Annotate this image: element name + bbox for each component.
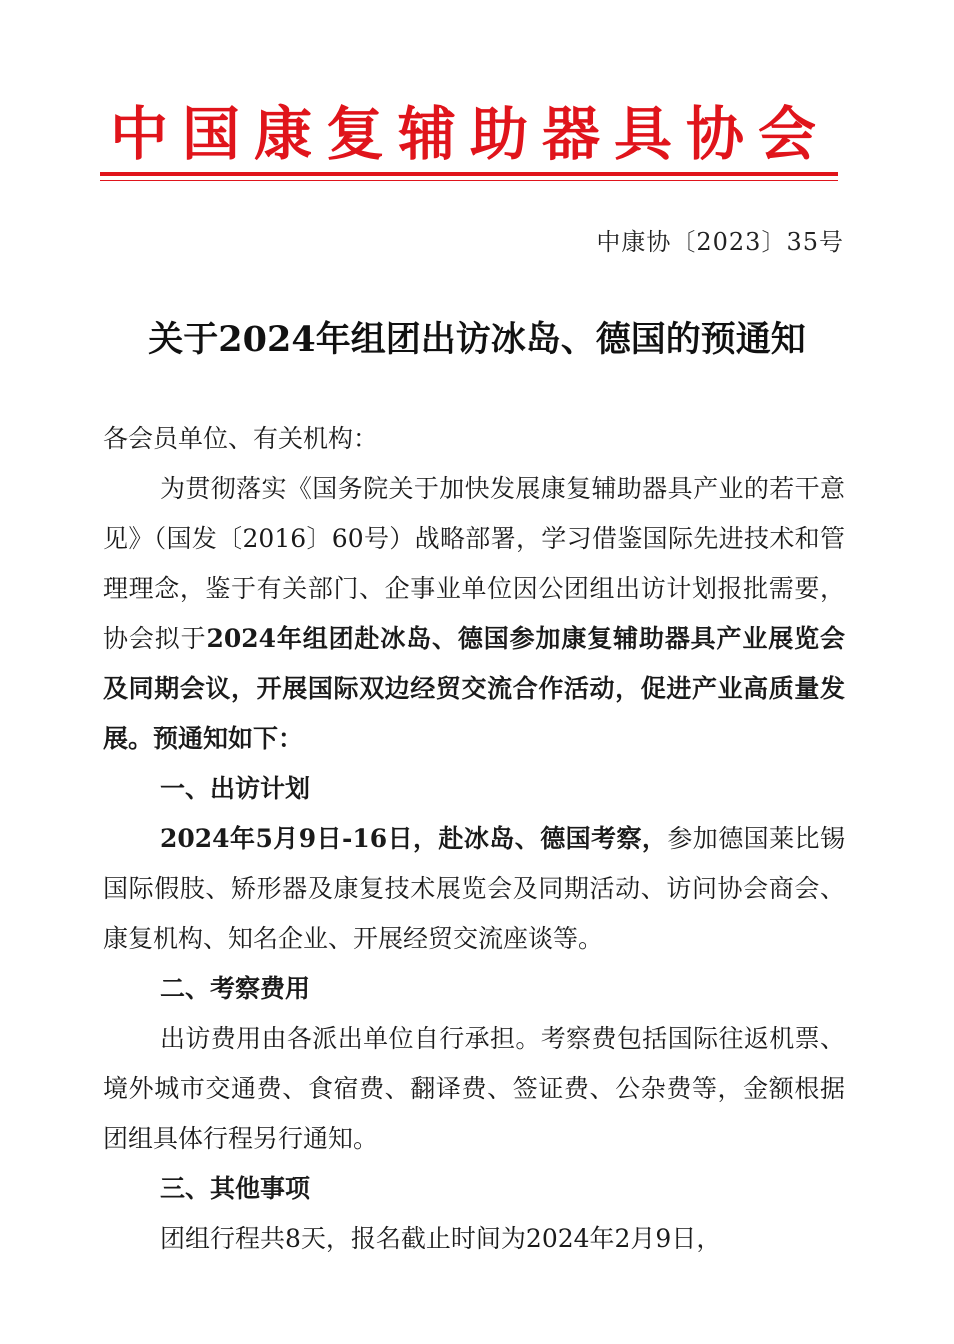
section-paragraph: 团组行程共8天，报名截止时间为2024年2月9日， (160, 1224, 722, 1253)
intro-paragraph (103, 464, 845, 764)
masthead-rule-thick (100, 172, 838, 176)
section-heading: 二、考察费用 (160, 974, 311, 1003)
masthead-rule-thin (100, 180, 838, 181)
section-bold-text: 2024年5月9日-16日，赴冰岛、德国考察， (160, 824, 668, 853)
salutation: 各会员单位、有关机构： (103, 424, 379, 453)
section-heading: 三、其他事项 (160, 1174, 311, 1203)
section-heading: 一、出访计划 (160, 774, 311, 803)
document-body (103, 414, 845, 1264)
section-paragraph: 出访费用由各派出单位自行承担。考察费包括国际往返机票、境外城市交通费、食宿费、翻译费、签证费、公杂费等，金额根据团组具体行程另行通知。 (103, 1024, 845, 1153)
document-title: 关于2024年组团出访冰岛、德国的预通知 (148, 319, 806, 360)
intro-bold-text: 2024年组团赴冰岛、德国参加康复辅助器具产业展览会及同期会议，开展国际双边经贸交流合作活动，促进产业高质量发展。预通知如下： (103, 624, 845, 753)
document-number: 中康协〔2023〕35号 (596, 228, 844, 256)
section-text: 参加德国莱比锡国际假肢、矫形器及康复技术展览会及同期活动、访问协会商会、康复机构、知名企业、开展经贸交流座谈等。 (103, 824, 845, 953)
section-paragraph (103, 814, 845, 964)
intro-text: 为贯彻落实《国务院关于加快发展康复辅助器具产业的若干意见》（国发〔2016〕60号）战略部署，学习借鉴国际先进技术和管理理念，鉴于有关部门、企事业单位因公团组出访计划报批需要，协会拟于 (103, 474, 845, 653)
org-masthead: 中国康复辅助器具协会 (109, 100, 830, 168)
